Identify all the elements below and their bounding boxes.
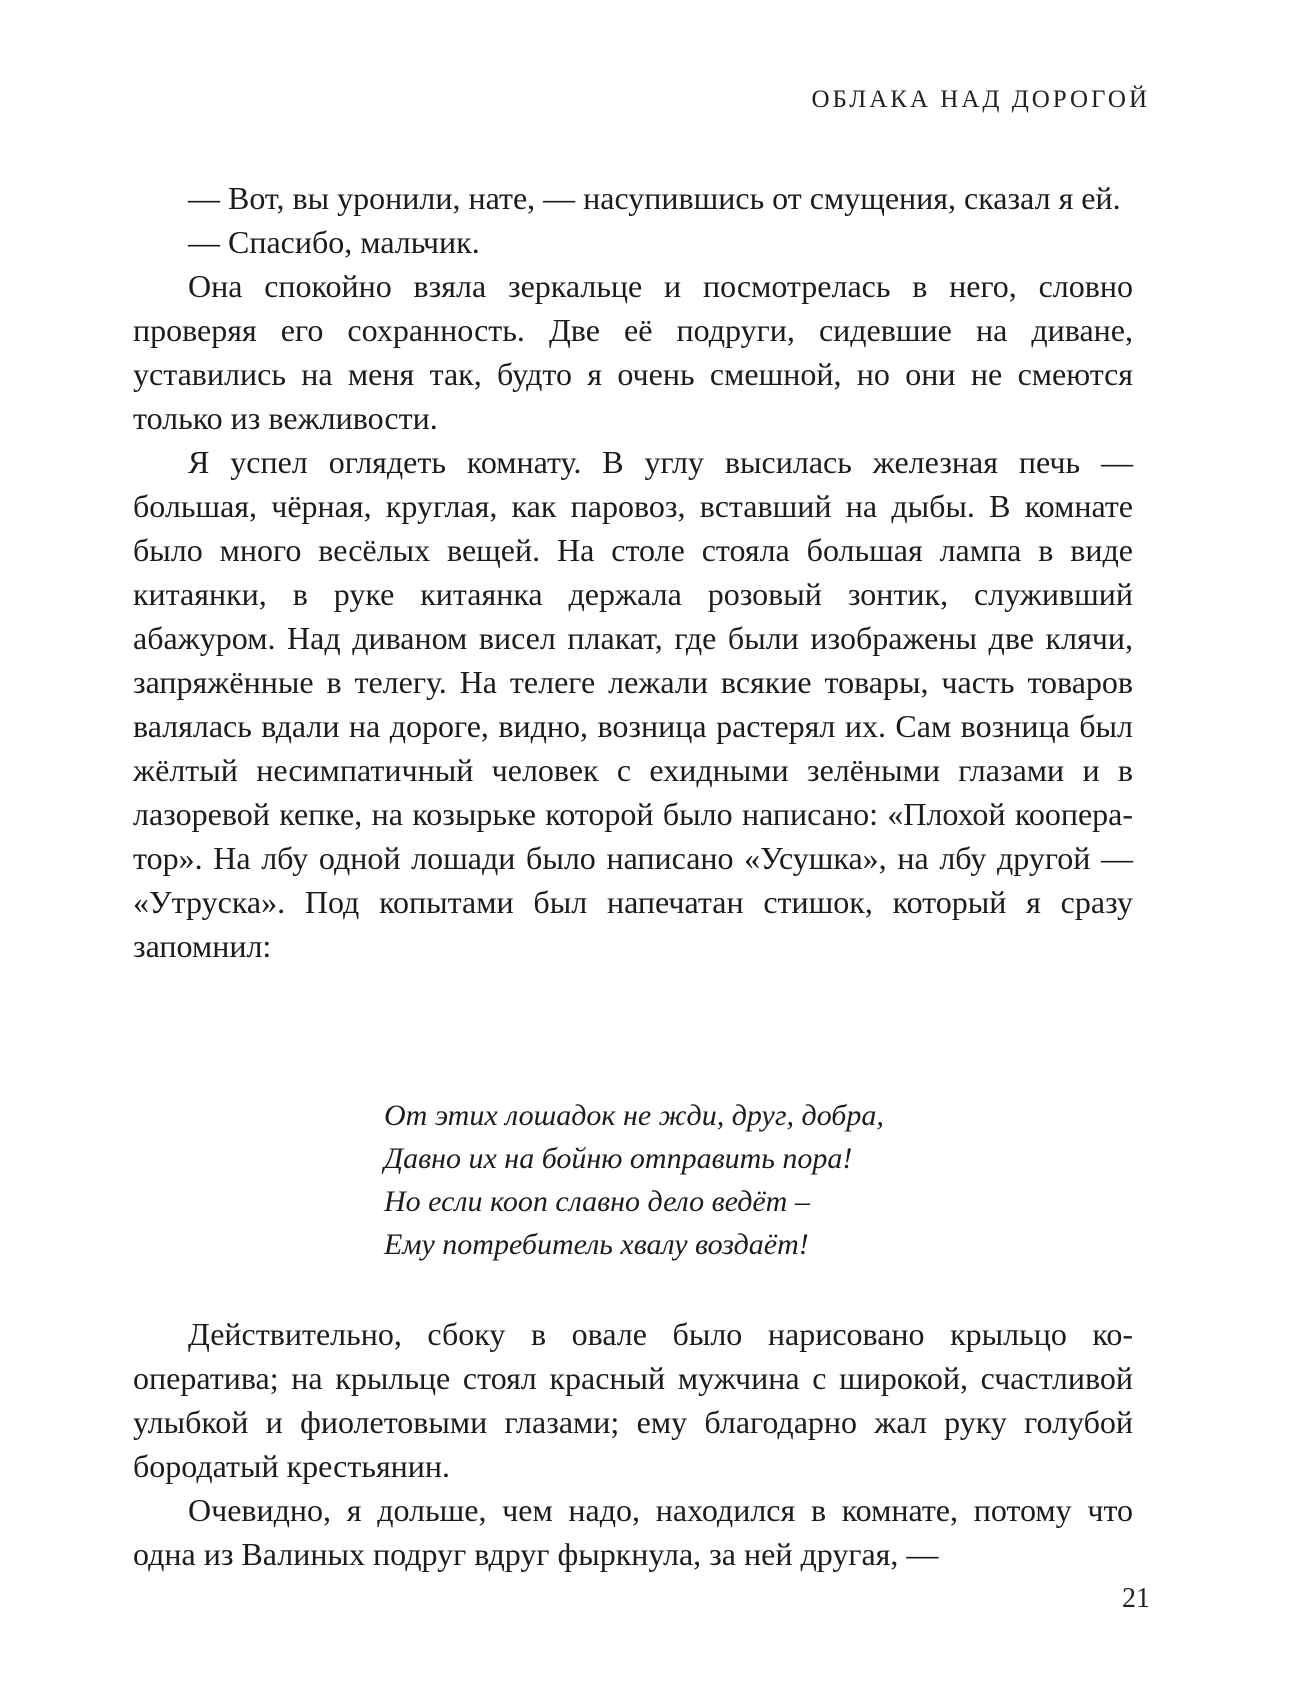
body-text-bottom (133, 1312, 1133, 1576)
paragraph: Я успел оглядеть комнату. В углу высилась железная печь — большая, чёрная, круглая, как паровоз, вставший на дыбы. В комнате было много весёлых вещей. На столе стояла большая лампа в виде китаянки, в руке китаянка держала розовый зонтик, служивший абажуром. Над диваном висел плакат, где были изображены две клячи, запряжённые в телегу. На телеге лежали всякие товары, часть товаров валялась вдали на дороге, видно, возница растерял их. Сам возница был жёлтый несимпатичный человек с ехидными зелёными глазами и в лазоревой кепке, на козырьке которой было написано: «Плохой кооператор». На лбу одной лошади было написано «Усушка», на лбу другой — «Утруска». Под копытами был напечатан стишок, который я сразу запомнил: (133, 444, 1133, 964)
paragraph: Очевидно, я дольше, чем надо, находился в комнате, потому что одна из Валиных подруг вдруг фыркнула, за ней другая, — (133, 1492, 1133, 1572)
paragraph: Она спокойно взяла зеркальце и посмотрелась в него, словно проверяя его сохранность. Две её подруги, сидевшие на диване, уставились на меня так, будто я очень смешной, но они не смеются только из вежливости. (133, 268, 1133, 436)
paragraph: Действительно, сбоку в овале было нарисовано крыльцо кооператива; на крыльце стоял красный мужчина с широкой, счастливой улыбкой и фиолетовыми глазами; ему благодарно жал руку голубой бородатый крестьянин. (133, 1316, 1133, 1484)
page-number: 21 (1122, 1583, 1150, 1614)
running-head: ОБЛАКА НАД ДОРОГОЙ (811, 86, 1150, 113)
paragraph: — Спасибо, мальчик. (188, 224, 480, 260)
verse-line: От этих лошадок не жди, друг, добра, (384, 1099, 884, 1132)
verse-line: Но если кооп славно дело ведёт – (384, 1185, 810, 1218)
paragraph: — Вот, вы уронили, нате, — насупившись от смущения, сказал я ей. (188, 180, 1121, 216)
verse-line: Ему потребитель хвалу воздаёт! (384, 1228, 809, 1261)
verse-line: Давно их на бойню отправить пора! (384, 1142, 853, 1175)
body-text-top (133, 176, 1133, 968)
verse-block (384, 1094, 884, 1266)
